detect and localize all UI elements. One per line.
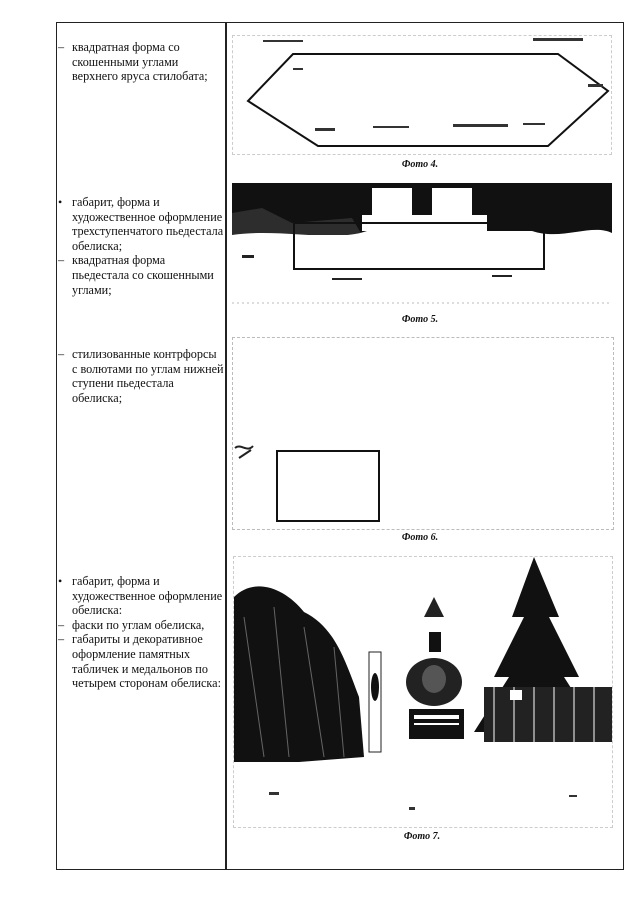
text-cell-1 [58,40,224,84]
photo-5 [232,183,612,313]
list-item [58,347,224,405]
text-cell-2 [58,195,224,297]
list-item [58,195,224,253]
photo-caption-6: Фото 6. [401,532,439,543]
text-cell-4 [58,574,224,691]
list-item [58,574,224,618]
item-text: габарит, форма и художественное оформление обелиска: [72,574,223,618]
dash-marker: – [58,40,65,54]
list-item [58,632,224,690]
item-text: квадратная форма пьедестала со скошенными углами; [72,253,214,297]
text-cell-3 [58,347,224,405]
list-item [58,253,224,297]
photo-4 [232,35,612,155]
photo-caption-5: Фото 5. [401,314,439,325]
photo-6 [232,337,614,530]
item-text: габариты и декоративное оформление памятных табличек и медальонов по четырем сторонам обелиска: [72,632,221,691]
dash-marker: – [58,347,65,361]
dash-marker: – [58,617,65,632]
item-text: квадратная форма со скошенными углами верхнего яруса стилобата; [72,40,208,84]
photo-caption-4: Фото 4. [401,159,439,170]
bullet-marker: • [58,195,63,209]
photo-7 [233,556,613,828]
item-text: габарит, форма и художественное оформление трехступенчатого пьедестала обелиска; [72,195,224,253]
column-divider [225,22,227,870]
dash-marker: – [58,253,65,268]
dash-marker: – [58,632,65,647]
list-item [58,618,224,633]
list-item [58,40,224,84]
bullet-marker: • [58,574,63,588]
item-text: фаски по углам обелиска, [72,617,205,632]
item-text: стилизованные контрфорсы с волютами по углам нижней ступени пьедестала обелиска; [72,347,224,405]
photo-caption-7: Фото 7. [403,831,441,842]
